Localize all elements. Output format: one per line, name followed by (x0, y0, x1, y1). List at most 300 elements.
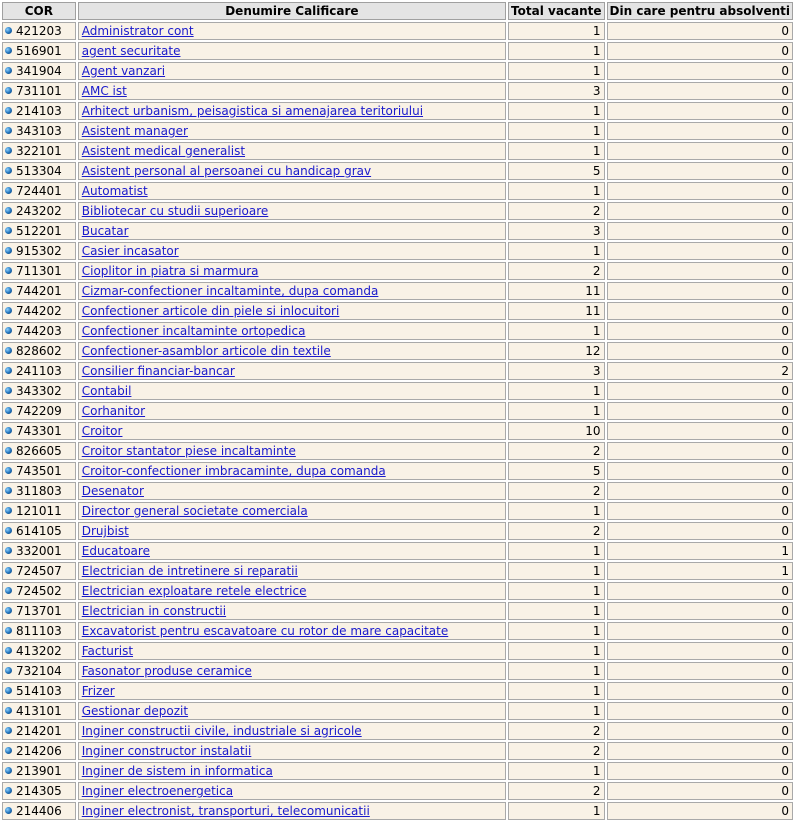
name-cell (78, 442, 506, 460)
qualification-link[interactable]: Inginer de sistem in informatica (81, 764, 273, 778)
graduates-vacancies-cell: 0 (607, 402, 793, 420)
cor-cell (2, 742, 76, 760)
qualification-link[interactable]: Administrator cont (81, 24, 194, 38)
name-cell (78, 582, 506, 600)
cor-code: 516901 (16, 44, 62, 58)
qualification-link[interactable]: Inginer constructii civile, industriale si agricole (81, 724, 362, 738)
cor-code: 512201 (16, 224, 62, 238)
cor-cell (2, 422, 76, 440)
name-cell (78, 522, 506, 540)
bullet-icon (5, 307, 12, 314)
total-vacancies-cell: 3 (508, 362, 605, 380)
cor-code: 121011 (16, 504, 62, 518)
cor-cell (2, 582, 76, 600)
bullet-icon (5, 127, 12, 134)
total-vacancies-cell: 1 (508, 242, 605, 260)
bullet-icon (5, 47, 12, 54)
cor-code: 724502 (16, 584, 62, 598)
total-vacancies-cell: 1 (508, 542, 605, 560)
cor-code: 743501 (16, 464, 62, 478)
name-cell (78, 542, 506, 560)
cor-code: 214406 (16, 804, 62, 818)
cor-code: 421203 (16, 24, 62, 38)
cor-cell (2, 182, 76, 200)
cor-cell (2, 162, 76, 180)
qualification-link[interactable]: Inginer electroenergetica (81, 784, 234, 798)
table-row (2, 622, 793, 640)
qualification-link[interactable]: Cizmar-confectioner incaltaminte, dupa comanda (81, 284, 379, 298)
total-vacancies-cell: 2 (508, 482, 605, 500)
cor-code: 744203 (16, 324, 62, 338)
graduates-vacancies-cell: 0 (607, 702, 793, 720)
bullet-icon (5, 27, 12, 34)
qualification-link[interactable]: Cioplitor in piatra si marmura (81, 264, 259, 278)
cor-code: 311803 (16, 484, 62, 498)
total-vacancies-cell: 1 (508, 142, 605, 160)
total-vacancies-cell: 1 (508, 402, 605, 420)
cor-code: 213901 (16, 764, 62, 778)
cor-cell (2, 502, 76, 520)
qualification-link[interactable]: Gestionar depozit (81, 704, 189, 718)
bullet-icon (5, 567, 12, 574)
cor-cell (2, 22, 76, 40)
bullet-icon (5, 687, 12, 694)
graduates-vacancies-cell: 2 (607, 362, 793, 380)
total-vacancies-cell: 1 (508, 762, 605, 780)
table-row (2, 222, 793, 240)
bullet-icon (5, 627, 12, 634)
qualification-link[interactable]: Facturist (81, 644, 134, 658)
cor-cell (2, 542, 76, 560)
graduates-vacancies-cell: 0 (607, 782, 793, 800)
graduates-vacancies-cell: 0 (607, 242, 793, 260)
total-vacancies-cell: 1 (508, 502, 605, 520)
qualification-link[interactable]: Croitor stantator piese incaltaminte (81, 444, 296, 458)
cor-cell (2, 342, 76, 360)
cor-cell (2, 382, 76, 400)
name-cell (78, 262, 506, 280)
bullet-icon (5, 87, 12, 94)
graduates-vacancies-cell: 0 (607, 282, 793, 300)
graduates-vacancies-cell: 0 (607, 722, 793, 740)
total-vacancies-cell: 1 (508, 642, 605, 660)
bullet-icon (5, 427, 12, 434)
name-cell (78, 102, 506, 120)
cor-cell (2, 562, 76, 580)
bullet-icon (5, 407, 12, 414)
total-vacancies-cell: 5 (508, 162, 605, 180)
graduates-vacancies-cell: 0 (607, 682, 793, 700)
total-vacancies-cell: 1 (508, 182, 605, 200)
bullet-icon (5, 547, 12, 554)
qualification-link[interactable]: Inginer constructor instalatii (81, 744, 252, 758)
graduates-vacancies-cell: 0 (607, 382, 793, 400)
cor-cell (2, 322, 76, 340)
graduates-vacancies-cell: 0 (607, 622, 793, 640)
total-vacancies-cell: 3 (508, 222, 605, 240)
qualification-link[interactable]: Bibliotecar cu studii superioare (81, 204, 269, 218)
total-vacancies-cell: 2 (508, 722, 605, 740)
table-row (2, 662, 793, 680)
table-row (2, 162, 793, 180)
cor-cell (2, 62, 76, 80)
total-vacancies-cell: 1 (508, 802, 605, 820)
qualification-link[interactable]: Corhanitor (81, 404, 146, 418)
cor-code: 214103 (16, 104, 62, 118)
graduates-vacancies-cell: 0 (607, 42, 793, 60)
name-cell (78, 42, 506, 60)
cor-code: 332001 (16, 544, 62, 558)
name-cell (78, 82, 506, 100)
table-row (2, 562, 793, 580)
total-vacancies-cell: 11 (508, 282, 605, 300)
qualification-link[interactable]: Croitor-confectioner imbracaminte, dupa comanda (81, 464, 386, 478)
qualification-link[interactable]: Confectioner incaltaminte ortopedica (81, 324, 306, 338)
bullet-icon (5, 767, 12, 774)
cor-code: 811103 (16, 624, 62, 638)
qualification-link[interactable]: agent securitate (81, 44, 181, 58)
total-vacancies-cell: 2 (508, 782, 605, 800)
table-row (2, 522, 793, 540)
cor-code: 322101 (16, 144, 62, 158)
cor-cell (2, 242, 76, 260)
total-vacancies-cell: 11 (508, 302, 605, 320)
total-vacancies-cell: 2 (508, 202, 605, 220)
name-cell (78, 762, 506, 780)
cor-code: 513304 (16, 164, 62, 178)
cor-cell (2, 262, 76, 280)
bullet-icon (5, 607, 12, 614)
name-cell (78, 142, 506, 160)
name-cell (78, 742, 506, 760)
name-cell (78, 22, 506, 40)
name-cell (78, 322, 506, 340)
graduates-vacancies-cell: 0 (607, 142, 793, 160)
total-vacancies-cell: 2 (508, 742, 605, 760)
total-vacancies-cell: 1 (508, 62, 605, 80)
cor-cell (2, 442, 76, 460)
graduates-vacancies-cell: 0 (607, 642, 793, 660)
qualification-link[interactable]: Electrician in constructii (81, 604, 227, 618)
bullet-icon (5, 707, 12, 714)
bullet-icon (5, 187, 12, 194)
bullet-icon (5, 727, 12, 734)
qualification-link[interactable]: Educatoare (81, 544, 150, 558)
qualification-link[interactable]: Asistent medical generalist (81, 144, 246, 158)
table-row (2, 802, 793, 820)
bullet-icon (5, 227, 12, 234)
table-row (2, 82, 793, 100)
total-vacancies-cell: 1 (508, 102, 605, 120)
total-vacancies-cell: 1 (508, 582, 605, 600)
table-row (2, 722, 793, 740)
cor-code: 826605 (16, 444, 62, 458)
graduates-vacancies-cell: 0 (607, 442, 793, 460)
cor-cell (2, 102, 76, 120)
cor-cell (2, 82, 76, 100)
cor-cell (2, 362, 76, 380)
total-vacancies-cell: 1 (508, 42, 605, 60)
cor-cell (2, 282, 76, 300)
bullet-icon (5, 147, 12, 154)
cor-code: 413101 (16, 704, 62, 718)
cor-cell (2, 402, 76, 420)
cor-cell (2, 122, 76, 140)
cor-code: 413202 (16, 644, 62, 658)
graduates-vacancies-cell: 0 (607, 162, 793, 180)
bullet-icon (5, 107, 12, 114)
name-cell (78, 502, 506, 520)
cor-code: 614105 (16, 524, 62, 538)
cor-cell (2, 662, 76, 680)
name-cell (78, 222, 506, 240)
table-row (2, 182, 793, 200)
qualification-link[interactable]: Director general societate comerciala (81, 504, 308, 518)
cor-code: 915302 (16, 244, 62, 258)
qualification-link[interactable]: Excavatorist pentru escavatoare cu rotor de mare capacitate (81, 624, 449, 638)
table-row (2, 742, 793, 760)
graduates-vacancies-cell: 0 (607, 82, 793, 100)
table-row (2, 282, 793, 300)
name-cell (78, 722, 506, 740)
table-row (2, 762, 793, 780)
table-header-row (2, 2, 793, 20)
name-cell (78, 362, 506, 380)
cor-code: 343103 (16, 124, 62, 138)
name-cell (78, 622, 506, 640)
name-cell (78, 62, 506, 80)
name-cell (78, 182, 506, 200)
cor-code: 214206 (16, 744, 62, 758)
cor-cell (2, 482, 76, 500)
graduates-vacancies-cell: 0 (607, 482, 793, 500)
cor-code: 243202 (16, 204, 62, 218)
graduates-vacancies-cell: 0 (607, 122, 793, 140)
qualification-link[interactable]: Agent vanzari (81, 64, 166, 78)
cor-code: 744202 (16, 304, 62, 318)
graduates-vacancies-cell: 0 (607, 62, 793, 80)
cor-cell (2, 762, 76, 780)
bullet-icon (5, 747, 12, 754)
graduates-vacancies-cell: 0 (607, 202, 793, 220)
name-cell (78, 402, 506, 420)
qualification-link[interactable]: Frizer (81, 684, 115, 698)
bullet-icon (5, 367, 12, 374)
qualification-link[interactable]: Confectioner articole din piele si inlocuitori (81, 304, 340, 318)
bullet-icon (5, 787, 12, 794)
total-vacancies-cell: 1 (508, 322, 605, 340)
table-row (2, 402, 793, 420)
column-header-absolventi: Din care pentru absolventi (607, 2, 793, 20)
total-vacancies-cell: 1 (508, 382, 605, 400)
table-row (2, 502, 793, 520)
table-row (2, 482, 793, 500)
cor-code: 343302 (16, 384, 62, 398)
graduates-vacancies-cell: 0 (607, 182, 793, 200)
table-row (2, 342, 793, 360)
qualification-link[interactable]: Consilier financiar-bancar (81, 364, 235, 378)
name-cell (78, 682, 506, 700)
qualification-link[interactable]: Croitor (81, 424, 123, 438)
cor-code: 214305 (16, 784, 62, 798)
total-vacancies-cell: 2 (508, 522, 605, 540)
graduates-vacancies-cell: 0 (607, 342, 793, 360)
name-cell (78, 562, 506, 580)
graduates-vacancies-cell: 1 (607, 542, 793, 560)
total-vacancies-cell: 1 (508, 22, 605, 40)
table-row (2, 62, 793, 80)
total-vacancies-cell: 12 (508, 342, 605, 360)
name-cell (78, 802, 506, 820)
cor-cell (2, 142, 76, 160)
name-cell (78, 602, 506, 620)
cor-cell (2, 202, 76, 220)
qualification-link[interactable]: Drujbist (81, 524, 129, 538)
cor-cell (2, 682, 76, 700)
table-row (2, 642, 793, 660)
name-cell (78, 642, 506, 660)
graduates-vacancies-cell: 0 (607, 462, 793, 480)
qualification-link[interactable]: Automatist (81, 184, 148, 198)
qualification-link[interactable]: Confectioner-asamblor articole din textile (81, 344, 331, 358)
graduates-vacancies-cell: 0 (607, 302, 793, 320)
total-vacancies-cell: 10 (508, 422, 605, 440)
bullet-icon (5, 287, 12, 294)
table-row (2, 262, 793, 280)
cor-cell (2, 462, 76, 480)
cor-code: 744201 (16, 284, 62, 298)
total-vacancies-cell: 5 (508, 462, 605, 480)
bullet-icon (5, 467, 12, 474)
name-cell (78, 662, 506, 680)
total-vacancies-cell: 2 (508, 442, 605, 460)
cor-cell (2, 42, 76, 60)
qualification-link[interactable]: Desenator (81, 484, 144, 498)
bullet-icon (5, 527, 12, 534)
total-vacancies-cell: 1 (508, 682, 605, 700)
bullet-icon (5, 447, 12, 454)
bullet-icon (5, 487, 12, 494)
total-vacancies-cell: 1 (508, 622, 605, 640)
qualification-link[interactable]: Fasonator produse ceramice (81, 664, 252, 678)
table-row (2, 382, 793, 400)
bullet-icon (5, 67, 12, 74)
name-cell (78, 462, 506, 480)
table-row (2, 322, 793, 340)
cor-code: 214201 (16, 724, 62, 738)
graduates-vacancies-cell: 0 (607, 602, 793, 620)
cor-cell (2, 302, 76, 320)
name-cell (78, 422, 506, 440)
table-row (2, 102, 793, 120)
graduates-vacancies-cell: 0 (607, 522, 793, 540)
graduates-vacancies-cell: 0 (607, 102, 793, 120)
name-cell (78, 162, 506, 180)
cor-code: 731101 (16, 84, 62, 98)
graduates-vacancies-cell: 0 (607, 422, 793, 440)
bullet-icon (5, 247, 12, 254)
bullet-icon (5, 507, 12, 514)
cor-cell (2, 702, 76, 720)
qualification-link[interactable]: Electrician exploatare retele electrice (81, 584, 307, 598)
bullet-icon (5, 387, 12, 394)
bullet-icon (5, 347, 12, 354)
table-row (2, 22, 793, 40)
bullet-icon (5, 587, 12, 594)
table-row (2, 422, 793, 440)
graduates-vacancies-cell: 0 (607, 742, 793, 760)
name-cell (78, 342, 506, 360)
graduates-vacancies-cell: 0 (607, 762, 793, 780)
cor-code: 742209 (16, 404, 62, 418)
table-row (2, 582, 793, 600)
graduates-vacancies-cell: 0 (607, 502, 793, 520)
cor-code: 711301 (16, 264, 62, 278)
graduates-vacancies-cell: 0 (607, 222, 793, 240)
name-cell (78, 302, 506, 320)
qualification-link[interactable]: Inginer electronist, transporturi, telecomunicatii (81, 804, 370, 818)
qualification-link[interactable]: Casier incasator (81, 244, 179, 258)
table-row (2, 42, 793, 60)
bullet-icon (5, 647, 12, 654)
cor-cell (2, 722, 76, 740)
bullet-icon (5, 267, 12, 274)
table-row (2, 682, 793, 700)
qualification-link[interactable]: Bucatar (81, 224, 129, 238)
cor-code: 713701 (16, 604, 62, 618)
qualification-link[interactable]: Arhitect urbanism, peisagistica si amenajarea teritoriului (81, 104, 424, 118)
bullet-icon (5, 207, 12, 214)
name-cell (78, 122, 506, 140)
graduates-vacancies-cell: 1 (607, 562, 793, 580)
total-vacancies-cell: 1 (508, 122, 605, 140)
graduates-vacancies-cell: 0 (607, 802, 793, 820)
cor-cell (2, 222, 76, 240)
bullet-icon (5, 807, 12, 814)
total-vacancies-cell: 3 (508, 82, 605, 100)
cor-code: 743301 (16, 424, 62, 438)
graduates-vacancies-cell: 0 (607, 322, 793, 340)
table-row (2, 462, 793, 480)
cor-code: 341904 (16, 64, 62, 78)
cor-cell (2, 782, 76, 800)
table-row (2, 602, 793, 620)
total-vacancies-cell: 1 (508, 602, 605, 620)
qualification-link[interactable]: Asistent manager (81, 124, 188, 138)
table-row (2, 142, 793, 160)
name-cell (78, 242, 506, 260)
bullet-icon (5, 327, 12, 334)
column-header-name: Denumire Calificare (78, 2, 506, 20)
cor-cell (2, 622, 76, 640)
name-cell (78, 782, 506, 800)
total-vacancies-cell: 1 (508, 702, 605, 720)
graduates-vacancies-cell: 0 (607, 262, 793, 280)
qualification-link[interactable]: Contabil (81, 384, 132, 398)
qualification-link[interactable]: AMC ist (81, 84, 127, 98)
table-row (2, 702, 793, 720)
cor-code: 732104 (16, 664, 62, 678)
cor-cell (2, 802, 76, 820)
cor-code: 828602 (16, 344, 62, 358)
qualification-link[interactable]: Asistent personal al persoanei cu handicap grav (81, 164, 372, 178)
name-cell (78, 482, 506, 500)
column-header-cor: COR (2, 2, 76, 20)
qualification-link[interactable]: Electrician de intretinere si reparatii (81, 564, 298, 578)
bullet-icon (5, 667, 12, 674)
table-row (2, 202, 793, 220)
name-cell (78, 282, 506, 300)
